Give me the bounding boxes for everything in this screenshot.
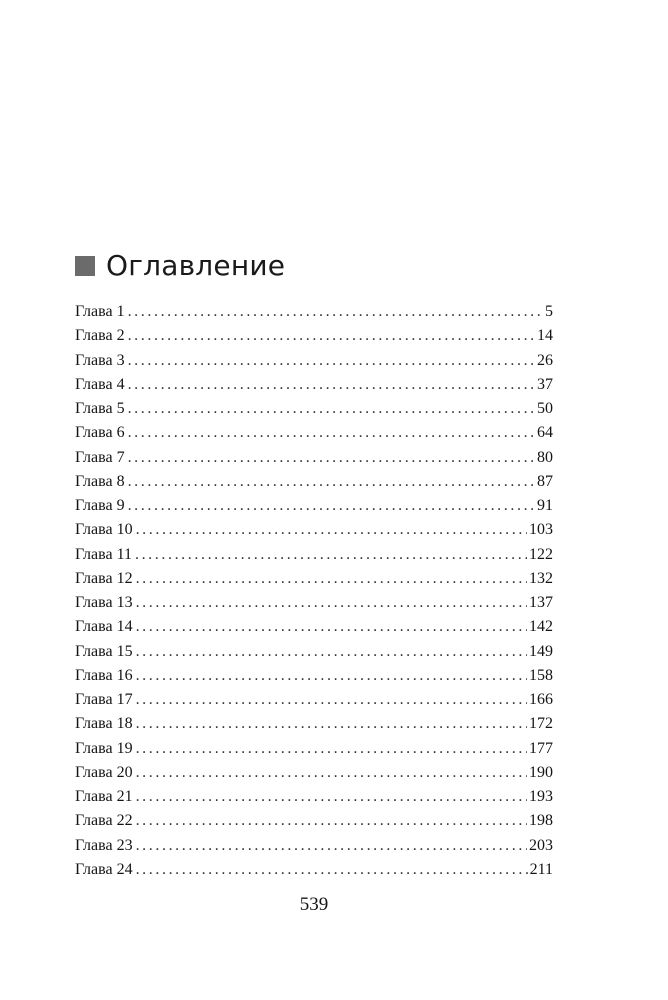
toc-entry[interactable] (75, 470, 553, 494)
toc-entry[interactable] (75, 324, 553, 348)
dot-leader (136, 737, 527, 761)
toc-entry[interactable] (75, 300, 553, 324)
toc-entry-label: Глава 17 (75, 691, 133, 708)
toc-entry-label: Глава 15 (75, 642, 133, 660)
toc-entry[interactable] (75, 373, 553, 397)
toc-entry[interactable] (75, 494, 553, 518)
dot-leader (128, 349, 535, 373)
toc-entry-label: Глава 9 (75, 497, 125, 514)
toc-entry-page: 211 (529, 860, 553, 878)
toc-entry-label: Глава 6 (75, 424, 125, 442)
toc-entry-page: 177 (529, 739, 553, 757)
toc-entry[interactable] (75, 518, 553, 542)
toc-entry[interactable] (75, 591, 553, 615)
toc-entry-page: 203 (529, 836, 553, 854)
toc-title: Оглавление (106, 249, 286, 282)
toc-entry-label: Глава 23 (75, 836, 133, 854)
toc-entry-label: Глава 16 (75, 666, 133, 684)
toc-entry-page: 14 (537, 327, 553, 345)
toc-entry[interactable] (75, 809, 553, 833)
toc-entry-page: 190 (529, 763, 553, 781)
dot-leader (136, 834, 527, 858)
toc-entry-label: Глава 8 (75, 472, 125, 490)
page-number: 539 (299, 894, 329, 915)
toc-entry[interactable] (75, 761, 553, 785)
dot-leader (136, 567, 527, 591)
toc-entry-page: 50 (537, 400, 553, 417)
toc-entry-page: 149 (529, 642, 553, 660)
toc-entry-page: 137 (529, 594, 553, 611)
dot-leader (136, 761, 527, 785)
toc-entry-label: Глава 19 (75, 739, 133, 757)
toc-entry[interactable] (75, 664, 553, 688)
toc-entry-label: Глава 2 (75, 327, 125, 345)
toc-entry-page: 166 (529, 691, 553, 708)
toc-entry[interactable] (75, 834, 553, 858)
toc-entry-page: 142 (529, 618, 553, 636)
dot-leader (128, 373, 535, 397)
toc-entry-page: 26 (537, 351, 553, 369)
toc-entry[interactable] (75, 349, 553, 373)
toc-entry-page: 193 (529, 788, 553, 805)
toc-entry-label: Глава 4 (75, 375, 125, 393)
dot-leader (136, 640, 527, 664)
dot-leader (136, 591, 527, 615)
dot-leader (128, 421, 535, 445)
toc-entry-page: 64 (537, 424, 553, 442)
toc-entry[interactable] (75, 615, 553, 639)
toc-entry-label: Глава 10 (75, 521, 133, 539)
toc-entry-label: Глава 12 (75, 569, 133, 587)
toc-entry[interactable] (75, 567, 553, 591)
dot-leader (136, 809, 527, 833)
toc-entry-label: Глава 11 (75, 545, 132, 563)
toc-list (75, 300, 553, 882)
dot-leader (136, 785, 527, 809)
toc-entry-page: 91 (537, 497, 553, 514)
dot-leader (136, 858, 528, 882)
toc-entry[interactable] (75, 397, 553, 421)
toc-entry[interactable] (75, 737, 553, 761)
dot-leader (136, 688, 527, 712)
toc-entry-label: Глава 5 (75, 400, 125, 417)
toc-entry[interactable] (75, 858, 553, 882)
toc-entry[interactable] (75, 785, 553, 809)
dot-leader (136, 712, 527, 736)
toc-entry-page: 158 (529, 666, 553, 684)
toc-entry[interactable] (75, 543, 553, 567)
toc-entry-page: 87 (537, 472, 553, 490)
toc-entry-label: Глава 20 (75, 763, 133, 781)
dot-leader (128, 446, 535, 470)
dot-leader (128, 397, 535, 421)
toc-entry-label: Глава 22 (75, 812, 133, 830)
dot-leader (128, 470, 535, 494)
toc-entry-page: 37 (537, 375, 553, 393)
heading-square-icon (75, 256, 95, 276)
toc-entry-page: 5 (545, 303, 553, 320)
toc-entry-label: Глава 3 (75, 351, 125, 369)
toc-entry[interactable] (75, 712, 553, 736)
toc-entry-label: Глава 24 (75, 860, 133, 878)
toc-entry-label: Глава 14 (75, 618, 133, 636)
toc-entry-label: Глава 18 (75, 715, 133, 733)
dot-leader (136, 518, 527, 542)
toc-entry[interactable] (75, 688, 553, 712)
toc-entry-page: 80 (537, 448, 553, 466)
dot-leader (128, 494, 535, 518)
dot-leader (135, 543, 527, 567)
toc-entry[interactable] (75, 640, 553, 664)
dot-leader (136, 615, 527, 639)
toc-entry-page: 132 (529, 569, 553, 587)
toc-entry-page: 198 (529, 812, 553, 830)
dot-leader (128, 300, 543, 324)
toc-entry-label: Глава 13 (75, 594, 133, 611)
dot-leader (136, 664, 527, 688)
toc-entry[interactable] (75, 446, 553, 470)
toc-entry-page: 172 (529, 715, 553, 733)
toc-entry-label: Глава 7 (75, 448, 125, 466)
toc-header (75, 246, 285, 286)
dot-leader (128, 324, 535, 348)
toc-entry-label: Глава 1 (75, 303, 125, 320)
toc-entry-label: Глава 21 (75, 788, 133, 805)
toc-entry-page: 103 (529, 521, 553, 539)
toc-entry-page: 122 (529, 545, 553, 563)
toc-entry[interactable] (75, 421, 553, 445)
